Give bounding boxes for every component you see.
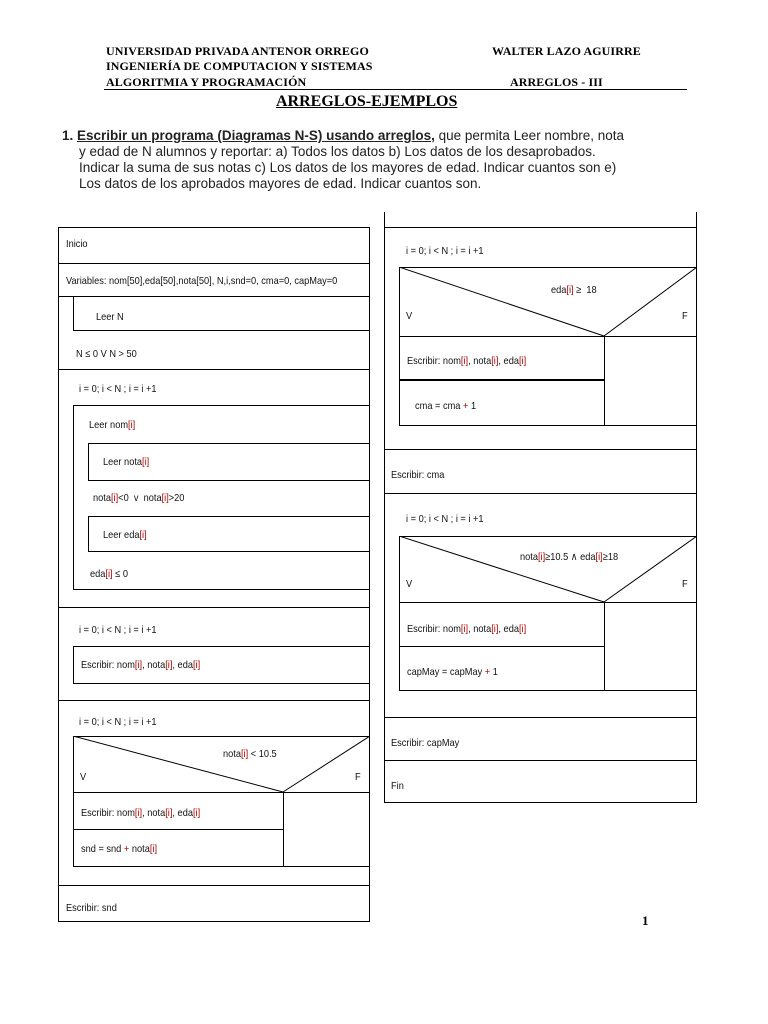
cond3-false: F <box>355 771 361 783</box>
school-name: INGENIERÍA DE COMPUTACION Y SISTEMAS <box>106 59 373 73</box>
loop5-label: i = 0; i < N ; i = i +1 <box>406 513 484 525</box>
problem-line2: y edad de N alumnos y reportar: a) Todos los datos b) Los datos de los desaprobados. <box>79 144 596 159</box>
problem-line4: Los datos de los aprobados mayores de edad. Indicar cuantos son. <box>79 176 482 191</box>
until-n-label: N ≤ 0 V N > 50 <box>76 348 137 360</box>
page-title: ARREGLOS-EJEMPLOS <box>276 93 458 110</box>
cond5-false: F <box>682 578 688 590</box>
course-name: ALGORITMIA Y PROGRAMACIÓN <box>106 75 307 89</box>
escribir4-label: Escribir: nom[i], nota[i], eda[i] <box>407 355 527 367</box>
topic-label: ARREGLOS - III <box>510 75 603 89</box>
escribir-cma-label: Escribir: cma <box>391 469 445 481</box>
cond4-triangle <box>399 267 697 337</box>
problem-line3: Indicar la suma de sus notas c) Los datos de los mayores de edad. Indicar cuantos son e) <box>79 160 617 175</box>
cond4-false: F <box>682 310 688 322</box>
problem-statement <box>62 128 662 192</box>
fin-label: Fin <box>391 780 404 792</box>
cond3-label: nota[i] < 10.5 <box>223 748 277 760</box>
escribir-capmay-label: Escribir: capMay <box>391 737 460 749</box>
problem-lead: Escribir un programa (Diagramas N-S) usando arreglos, <box>77 128 435 143</box>
escribir-all-label: Escribir: nom[i], nota[i], eda[i] <box>81 659 201 671</box>
loop4-label: i = 0; i < N ; i = i +1 <box>406 245 484 257</box>
escribir-snd-label: Escribir: snd <box>66 902 117 914</box>
loop1-label: i = 0; i < N ; i = i +1 <box>79 383 157 395</box>
page-number: 1 <box>642 913 649 928</box>
leer-eda-label: Leer eda[i] <box>103 529 147 541</box>
university-name: UNIVERSIDAD PRIVADA ANTENOR ORREGO <box>106 44 369 58</box>
escribir5-label: Escribir: nom[i], nota[i], eda[i] <box>407 623 527 635</box>
escribir3-label: Escribir: nom[i], nota[i], eda[i] <box>81 807 201 819</box>
leer-nota-label: Leer nota[i] <box>103 456 150 468</box>
cond3-triangle <box>73 736 370 793</box>
cond4-true: V <box>406 310 413 322</box>
cond5-true: V <box>406 578 413 590</box>
capmay-label: capMay = capMay + 1 <box>407 666 498 678</box>
problem-number: 1. <box>62 128 74 143</box>
leer-n-label: Leer N <box>96 311 124 323</box>
until-nota-label: nota[i]<0 v nota[i]>20 <box>93 492 185 504</box>
inicio-label: Inicio <box>66 238 88 250</box>
author-name: WALTER LAZO AGUIRRE <box>492 44 641 58</box>
snd-label: snd = snd + nota[i] <box>81 843 158 855</box>
cond4-label: eda[i] ≥ 18 <box>551 284 597 296</box>
loop2-label: i = 0; i < N ; i = i +1 <box>79 624 157 636</box>
loop3-label: i = 0; i < N ; i = i +1 <box>79 716 157 728</box>
cond5-triangle <box>399 536 697 603</box>
cond3-true: V <box>80 771 87 783</box>
until-eda-label: eda[i] ≤ 0 <box>90 568 128 580</box>
variables-label: Variables: nom[50],eda[50],nota[50], N,i,snd=0, cma=0, capMay=0 <box>66 275 338 287</box>
leer-nom-label: Leer nom[i] <box>89 419 136 431</box>
cma-label: cma = cma + 1 <box>415 400 477 412</box>
problem-line1: que permita Leer nombre, nota <box>434 128 624 143</box>
header-rule <box>104 89 687 90</box>
cond5-label: nota[i]≥10.5 ∧ eda[i]≥18 <box>520 551 619 563</box>
